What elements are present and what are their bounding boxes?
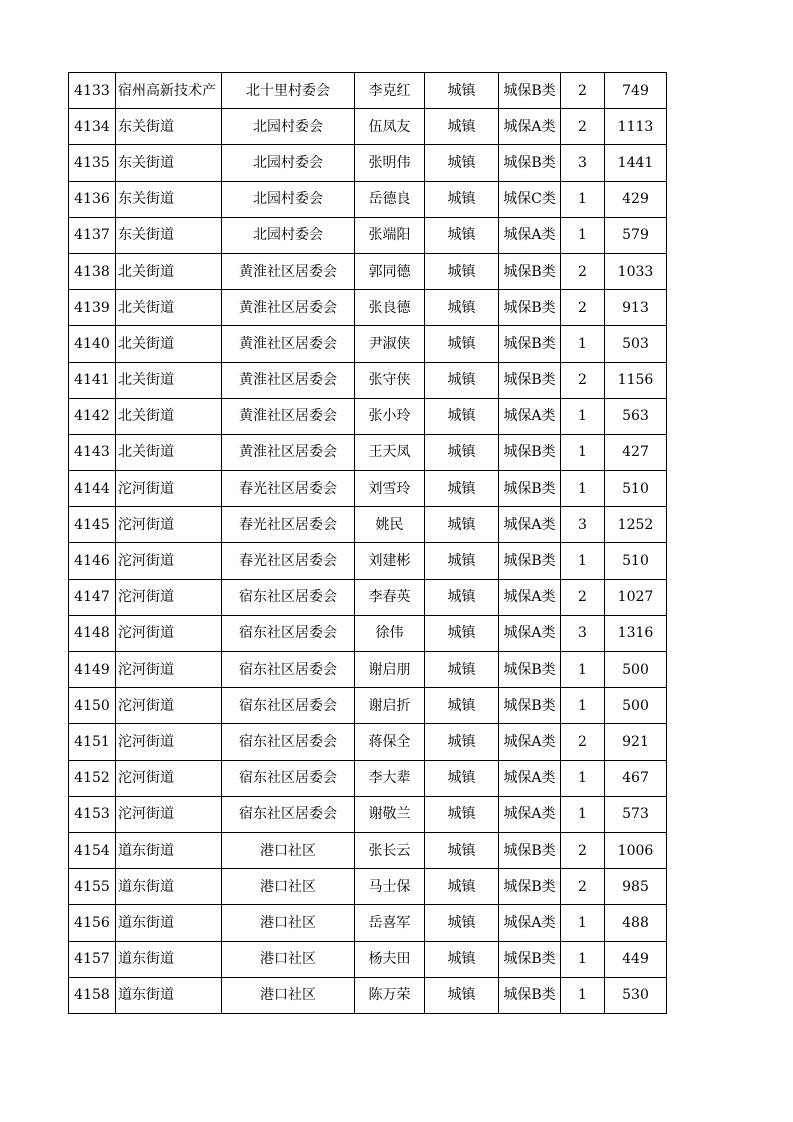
- street-cell: 沱河街道: [116, 471, 222, 507]
- amount-cell: 427: [605, 434, 667, 470]
- amount-cell: 749: [605, 73, 667, 109]
- table-row: [69, 434, 667, 470]
- street-cell: 道东街道: [116, 977, 222, 1013]
- category-cell: 城保A类: [499, 507, 561, 543]
- name-cell: 张端阳: [355, 217, 425, 253]
- people-count-cell: 1: [561, 905, 605, 941]
- row-number-cell: 4143: [69, 434, 116, 470]
- committee-cell: 黄淮社区居委会: [222, 326, 355, 362]
- committee-cell: 港口社区: [222, 832, 355, 868]
- amount-cell: 500: [605, 652, 667, 688]
- category-cell: 城保B类: [499, 73, 561, 109]
- row-number-cell: 4150: [69, 688, 116, 724]
- street-cell: 东关街道: [116, 145, 222, 181]
- household-type-cell: 城镇: [425, 579, 499, 615]
- category-cell: 城保A类: [499, 760, 561, 796]
- household-type-cell: 城镇: [425, 688, 499, 724]
- street-cell: 沱河街道: [116, 652, 222, 688]
- people-count-cell: 2: [561, 290, 605, 326]
- household-type-cell: 城镇: [425, 941, 499, 977]
- amount-cell: 510: [605, 543, 667, 579]
- committee-cell: 北园村委会: [222, 109, 355, 145]
- people-count-cell: 1: [561, 941, 605, 977]
- name-cell: 郭同德: [355, 253, 425, 289]
- street-cell: 沱河街道: [116, 796, 222, 832]
- people-count-cell: 2: [561, 832, 605, 868]
- people-count-cell: 2: [561, 724, 605, 760]
- table-row: [69, 652, 667, 688]
- household-type-cell: 城镇: [425, 832, 499, 868]
- household-type-cell: 城镇: [425, 507, 499, 543]
- people-count-cell: 2: [561, 253, 605, 289]
- table-row: [69, 941, 667, 977]
- table-body: [69, 73, 667, 1014]
- people-count-cell: 3: [561, 145, 605, 181]
- household-type-cell: 城镇: [425, 760, 499, 796]
- amount-cell: 530: [605, 977, 667, 1013]
- name-cell: 徐伟: [355, 615, 425, 651]
- name-cell: 岳德良: [355, 181, 425, 217]
- household-type-cell: 城镇: [425, 796, 499, 832]
- street-cell: 北关街道: [116, 398, 222, 434]
- people-count-cell: 1: [561, 398, 605, 434]
- name-cell: 王天凤: [355, 434, 425, 470]
- people-count-cell: 3: [561, 507, 605, 543]
- people-count-cell: 2: [561, 362, 605, 398]
- committee-cell: 港口社区: [222, 905, 355, 941]
- row-number-cell: 4136: [69, 181, 116, 217]
- amount-cell: 510: [605, 471, 667, 507]
- name-cell: 张明伟: [355, 145, 425, 181]
- amount-cell: 449: [605, 941, 667, 977]
- committee-cell: 黄淮社区居委会: [222, 253, 355, 289]
- amount-cell: 921: [605, 724, 667, 760]
- amount-cell: 563: [605, 398, 667, 434]
- row-number-cell: 4144: [69, 471, 116, 507]
- category-cell: 城保B类: [499, 253, 561, 289]
- category-cell: 城保B类: [499, 290, 561, 326]
- name-cell: 姚民: [355, 507, 425, 543]
- category-cell: 城保B类: [499, 688, 561, 724]
- category-cell: 城保A类: [499, 796, 561, 832]
- people-count-cell: 1: [561, 326, 605, 362]
- name-cell: 张小玲: [355, 398, 425, 434]
- street-cell: 北关街道: [116, 326, 222, 362]
- street-cell: 北关街道: [116, 434, 222, 470]
- street-cell: 沱河街道: [116, 724, 222, 760]
- table-row: [69, 73, 667, 109]
- amount-cell: 1441: [605, 145, 667, 181]
- street-cell: 东关街道: [116, 109, 222, 145]
- people-count-cell: 2: [561, 73, 605, 109]
- amount-cell: 1316: [605, 615, 667, 651]
- row-number-cell: 4137: [69, 217, 116, 253]
- street-cell: 宿州高新技术产: [116, 73, 222, 109]
- name-cell: 谢敬兰: [355, 796, 425, 832]
- people-count-cell: 2: [561, 579, 605, 615]
- name-cell: 岳喜军: [355, 905, 425, 941]
- table-row: [69, 471, 667, 507]
- committee-cell: 港口社区: [222, 869, 355, 905]
- committee-cell: 宿东社区居委会: [222, 615, 355, 651]
- name-cell: 尹淑侠: [355, 326, 425, 362]
- category-cell: 城保A类: [499, 724, 561, 760]
- household-type-cell: 城镇: [425, 181, 499, 217]
- row-number-cell: 4147: [69, 579, 116, 615]
- table-row: [69, 832, 667, 868]
- street-cell: 北关街道: [116, 362, 222, 398]
- table-row: [69, 869, 667, 905]
- category-cell: 城保B类: [499, 326, 561, 362]
- table-row: [69, 326, 667, 362]
- table-row: [69, 977, 667, 1013]
- amount-cell: 1156: [605, 362, 667, 398]
- name-cell: 李春英: [355, 579, 425, 615]
- household-type-cell: 城镇: [425, 73, 499, 109]
- street-cell: 道东街道: [116, 941, 222, 977]
- street-cell: 道东街道: [116, 905, 222, 941]
- name-cell: 谢启折: [355, 688, 425, 724]
- category-cell: 城保B类: [499, 471, 561, 507]
- row-number-cell: 4138: [69, 253, 116, 289]
- row-number-cell: 4152: [69, 760, 116, 796]
- row-number-cell: 4146: [69, 543, 116, 579]
- committee-cell: 黄淮社区居委会: [222, 434, 355, 470]
- street-cell: 沱河街道: [116, 579, 222, 615]
- row-number-cell: 4135: [69, 145, 116, 181]
- row-number-cell: 4155: [69, 869, 116, 905]
- category-cell: 城保A类: [499, 398, 561, 434]
- name-cell: 杨夫田: [355, 941, 425, 977]
- street-cell: 道东街道: [116, 832, 222, 868]
- street-cell: 沱河街道: [116, 615, 222, 651]
- household-type-cell: 城镇: [425, 905, 499, 941]
- amount-cell: 1113: [605, 109, 667, 145]
- table-row: [69, 724, 667, 760]
- row-number-cell: 4151: [69, 724, 116, 760]
- row-number-cell: 4153: [69, 796, 116, 832]
- name-cell: 李克红: [355, 73, 425, 109]
- amount-cell: 985: [605, 869, 667, 905]
- committee-cell: 黄淮社区居委会: [222, 398, 355, 434]
- table-row: [69, 109, 667, 145]
- committee-cell: 春光社区居委会: [222, 543, 355, 579]
- category-cell: 城保B类: [499, 145, 561, 181]
- household-type-cell: 城镇: [425, 869, 499, 905]
- amount-cell: 500: [605, 688, 667, 724]
- table-row: [69, 760, 667, 796]
- category-cell: 城保A类: [499, 579, 561, 615]
- committee-cell: 北十里村委会: [222, 73, 355, 109]
- people-count-cell: 1: [561, 688, 605, 724]
- committee-cell: 黄淮社区居委会: [222, 290, 355, 326]
- people-count-cell: 3: [561, 615, 605, 651]
- household-type-cell: 城镇: [425, 217, 499, 253]
- table-row: [69, 615, 667, 651]
- table-row: [69, 688, 667, 724]
- amount-cell: 913: [605, 290, 667, 326]
- household-type-cell: 城镇: [425, 977, 499, 1013]
- name-cell: 蒋保全: [355, 724, 425, 760]
- household-type-cell: 城镇: [425, 471, 499, 507]
- committee-cell: 北园村委会: [222, 145, 355, 181]
- committee-cell: 春光社区居委会: [222, 471, 355, 507]
- row-number-cell: 4157: [69, 941, 116, 977]
- name-cell: 张守侠: [355, 362, 425, 398]
- table-row: [69, 181, 667, 217]
- people-count-cell: 2: [561, 109, 605, 145]
- street-cell: 道东街道: [116, 869, 222, 905]
- name-cell: 谢启朋: [355, 652, 425, 688]
- table-row: [69, 290, 667, 326]
- people-count-cell: 1: [561, 471, 605, 507]
- committee-cell: 港口社区: [222, 941, 355, 977]
- people-count-cell: 1: [561, 181, 605, 217]
- amount-cell: 488: [605, 905, 667, 941]
- committee-cell: 北园村委会: [222, 181, 355, 217]
- amount-cell: 1033: [605, 253, 667, 289]
- row-number-cell: 4133: [69, 73, 116, 109]
- name-cell: 张长云: [355, 832, 425, 868]
- name-cell: 马士保: [355, 869, 425, 905]
- category-cell: 城保B类: [499, 832, 561, 868]
- row-number-cell: 4142: [69, 398, 116, 434]
- household-type-cell: 城镇: [425, 398, 499, 434]
- table-row: [69, 796, 667, 832]
- street-cell: 沱河街道: [116, 507, 222, 543]
- category-cell: 城保B类: [499, 543, 561, 579]
- amount-cell: 1006: [605, 832, 667, 868]
- table-row: [69, 145, 667, 181]
- committee-cell: 宿东社区居委会: [222, 724, 355, 760]
- household-type-cell: 城镇: [425, 253, 499, 289]
- people-count-cell: 1: [561, 434, 605, 470]
- row-number-cell: 4148: [69, 615, 116, 651]
- household-type-cell: 城镇: [425, 362, 499, 398]
- amount-cell: 1252: [605, 507, 667, 543]
- row-number-cell: 4141: [69, 362, 116, 398]
- street-cell: 东关街道: [116, 217, 222, 253]
- name-cell: 刘雪玲: [355, 471, 425, 507]
- table-row: [69, 253, 667, 289]
- row-number-cell: 4134: [69, 109, 116, 145]
- name-cell: 李大辈: [355, 760, 425, 796]
- category-cell: 城保A类: [499, 615, 561, 651]
- table-row: [69, 398, 667, 434]
- amount-cell: 1027: [605, 579, 667, 615]
- table-row: [69, 543, 667, 579]
- table-row: [69, 905, 667, 941]
- category-cell: 城保A类: [499, 905, 561, 941]
- people-count-cell: 1: [561, 977, 605, 1013]
- row-number-cell: 4140: [69, 326, 116, 362]
- street-cell: 北关街道: [116, 253, 222, 289]
- committee-cell: 宿东社区居委会: [222, 652, 355, 688]
- household-type-cell: 城镇: [425, 290, 499, 326]
- household-type-cell: 城镇: [425, 724, 499, 760]
- people-count-cell: 1: [561, 760, 605, 796]
- committee-cell: 宿东社区居委会: [222, 579, 355, 615]
- amount-cell: 429: [605, 181, 667, 217]
- row-number-cell: 4149: [69, 652, 116, 688]
- street-cell: 沱河街道: [116, 760, 222, 796]
- category-cell: 城保B类: [499, 652, 561, 688]
- committee-cell: 港口社区: [222, 977, 355, 1013]
- data-table: [68, 72, 667, 1014]
- category-cell: 城保B类: [499, 362, 561, 398]
- category-cell: 城保B类: [499, 869, 561, 905]
- household-type-cell: 城镇: [425, 434, 499, 470]
- amount-cell: 467: [605, 760, 667, 796]
- category-cell: 城保A类: [499, 217, 561, 253]
- amount-cell: 503: [605, 326, 667, 362]
- household-type-cell: 城镇: [425, 109, 499, 145]
- committee-cell: 春光社区居委会: [222, 507, 355, 543]
- category-cell: 城保B类: [499, 941, 561, 977]
- table-row: [69, 217, 667, 253]
- amount-cell: 579: [605, 217, 667, 253]
- street-cell: 沱河街道: [116, 688, 222, 724]
- name-cell: 刘建彬: [355, 543, 425, 579]
- category-cell: 城保B类: [499, 977, 561, 1013]
- row-number-cell: 4145: [69, 507, 116, 543]
- people-count-cell: 1: [561, 796, 605, 832]
- row-number-cell: 4156: [69, 905, 116, 941]
- committee-cell: 宿东社区居委会: [222, 796, 355, 832]
- table-row: [69, 362, 667, 398]
- people-count-cell: 2: [561, 869, 605, 905]
- row-number-cell: 4139: [69, 290, 116, 326]
- table-row: [69, 579, 667, 615]
- household-type-cell: 城镇: [425, 543, 499, 579]
- category-cell: 城保C类: [499, 181, 561, 217]
- people-count-cell: 1: [561, 217, 605, 253]
- amount-cell: 573: [605, 796, 667, 832]
- street-cell: 沱河街道: [116, 543, 222, 579]
- category-cell: 城保B类: [499, 434, 561, 470]
- committee-cell: 黄淮社区居委会: [222, 362, 355, 398]
- committee-cell: 宿东社区居委会: [222, 760, 355, 796]
- committee-cell: 宿东社区居委会: [222, 688, 355, 724]
- household-type-cell: 城镇: [425, 145, 499, 181]
- category-cell: 城保A类: [499, 109, 561, 145]
- table-row: [69, 507, 667, 543]
- household-type-cell: 城镇: [425, 615, 499, 651]
- people-count-cell: 1: [561, 652, 605, 688]
- name-cell: 陈万荣: [355, 977, 425, 1013]
- committee-cell: 北园村委会: [222, 217, 355, 253]
- household-type-cell: 城镇: [425, 326, 499, 362]
- people-count-cell: 1: [561, 543, 605, 579]
- street-cell: 东关街道: [116, 181, 222, 217]
- row-number-cell: 4158: [69, 977, 116, 1013]
- name-cell: 伍凤友: [355, 109, 425, 145]
- name-cell: 张良德: [355, 290, 425, 326]
- household-type-cell: 城镇: [425, 652, 499, 688]
- row-number-cell: 4154: [69, 832, 116, 868]
- street-cell: 北关街道: [116, 290, 222, 326]
